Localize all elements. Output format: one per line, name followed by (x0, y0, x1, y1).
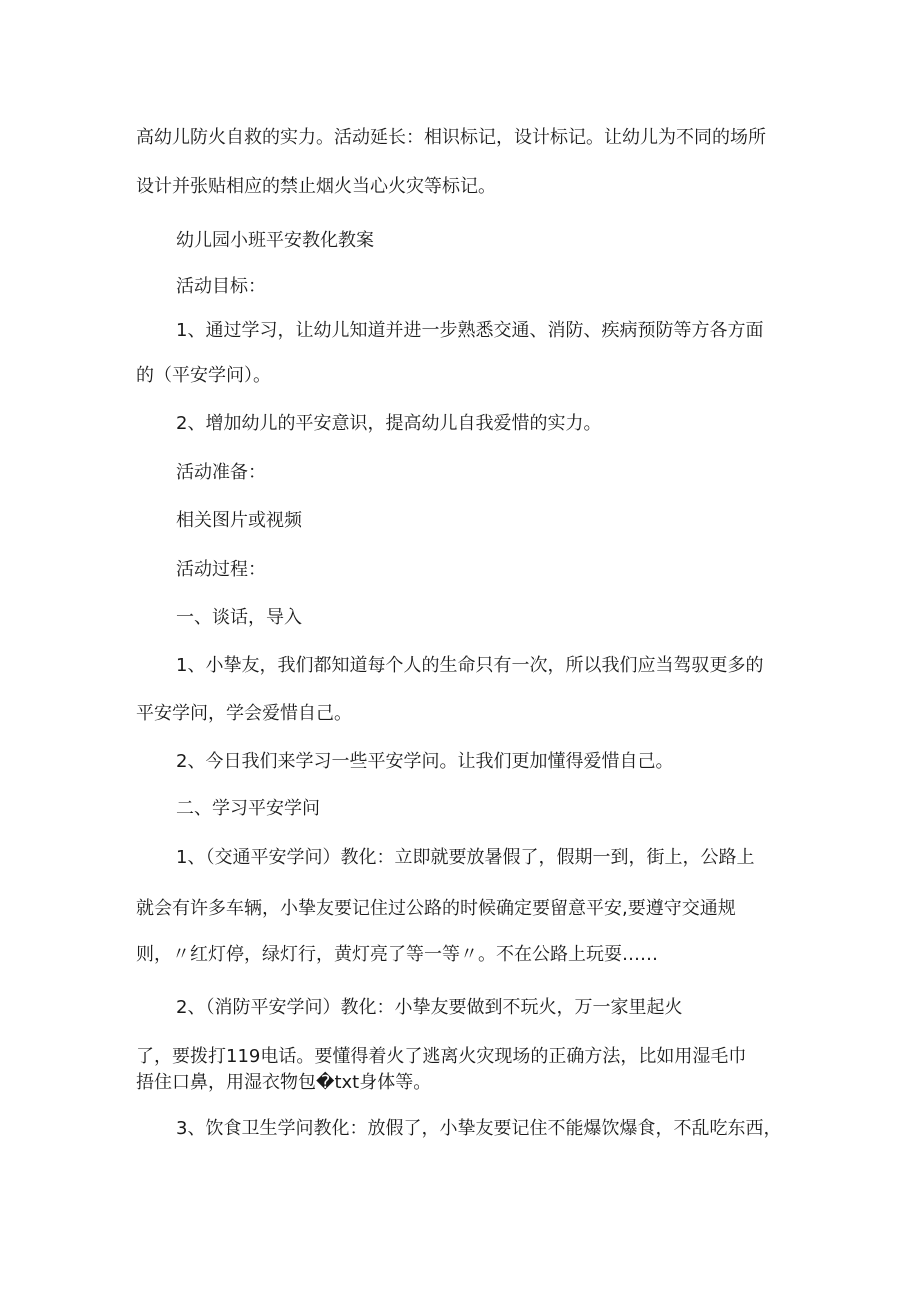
section-heading: 活动目标： (176, 276, 266, 297)
text-line: 1、通过学习，让幼儿知道并进一步熟悉交通、消防、疾病预防等方各方面 (176, 320, 764, 341)
text-line: 高幼儿防火自救的实力。活动延长：相识标记，设计标记。让幼儿为不同的场所 (136, 127, 766, 148)
subsection-heading: 二、学习平安学问 (176, 798, 320, 819)
text-line: 捂住口鼻，用湿衣物包�txt身体等。 (136, 1072, 432, 1093)
text-line: 了，要拨打119电话。要懂得着火了逃离火灾现场的正确方法，比如用湿毛巾 (136, 1046, 747, 1067)
text-line: 3、饮食卫生学问教化：放假了，小挚友要记住不能爆饮爆食，不乱吃东西， (176, 1118, 782, 1139)
section-heading: 活动准备： (176, 462, 266, 483)
section-title: 幼儿园小班平安教化教案 (176, 230, 374, 251)
text-line: 2、（消防平安学问）教化：小挚友要做到不玩火，万一家里起火 (176, 997, 683, 1018)
text-line: 2、增加幼儿的平安意识，提高幼儿自我爱惜的实力。 (176, 413, 602, 434)
text-line: 2、今日我们来学习一些平安学问。让我们更加懂得爱惜自己。 (176, 751, 674, 772)
text-line: 设计并张贴相应的禁止烟火当心火灾等标记。 (136, 176, 496, 197)
text-line: 平安学问，学会爱惜自己。 (136, 703, 352, 724)
text-line: 则，〃红灯停，绿灯行，黄灯亮了等一等〃。不在公路上玩耍…… (136, 944, 658, 965)
text-line: 1、（交通平安学问）教化：立即就要放暑假了，假期一到，街上，公路上 (176, 847, 755, 868)
text-line: 就会有许多车辆，小挚友要记住过公路的时候确定要留意平安,要遵守交通规 (136, 898, 736, 919)
text-line: 的（平安学问）。 (136, 365, 271, 386)
subsection-heading: 一、谈话，导入 (176, 607, 302, 628)
section-heading: 活动过程： (176, 559, 266, 580)
text-line: 相关图片或视频 (176, 510, 302, 531)
text-line: 1、小挚友，我们都知道每个人的生命只有一次，所以我们应当驾驭更多的 (176, 655, 764, 676)
